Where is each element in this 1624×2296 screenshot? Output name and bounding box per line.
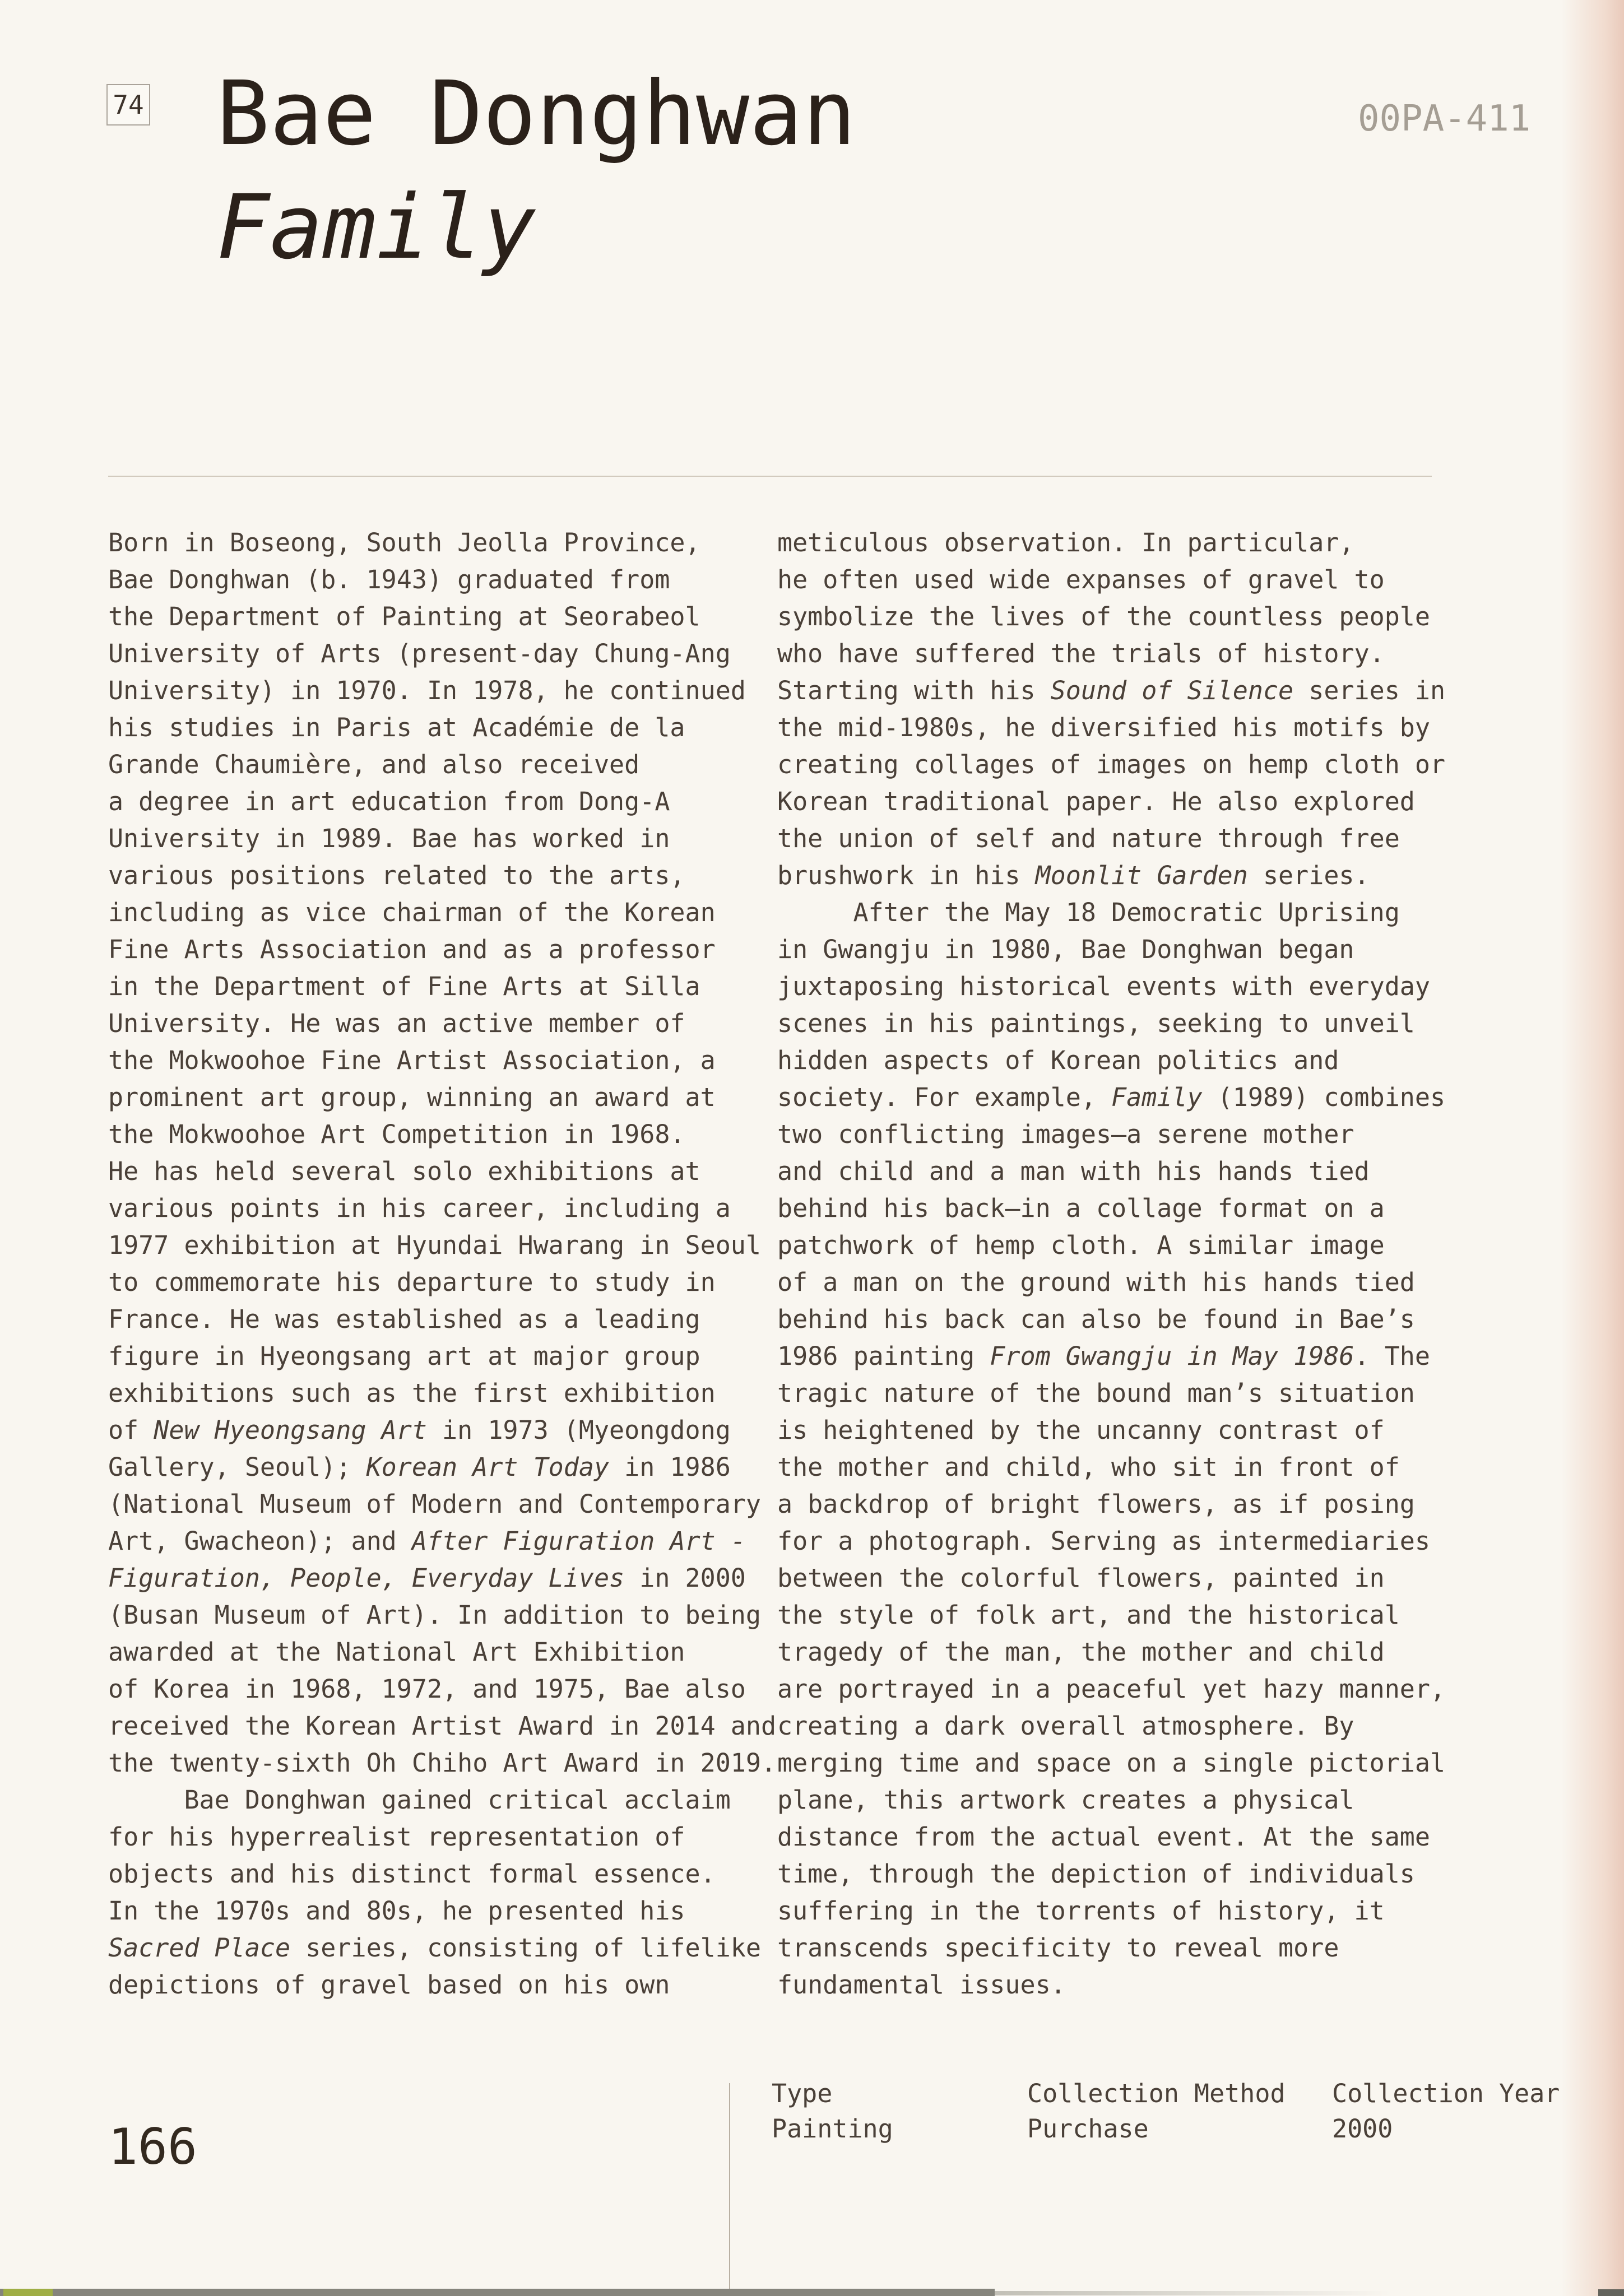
essay-line: distance from the actual event. At the same: [777, 1822, 1430, 1852]
meta-value-collection-method: Purchase: [1027, 2114, 1149, 2144]
essay-line: in Gwangju in 1980, Bae Donghwan began: [777, 935, 1354, 964]
work-title-heading: Family: [216, 176, 536, 279]
essay-line: creating a dark overall atmosphere. By: [777, 1711, 1354, 1741]
essay-line: Born in Boseong, South Jeolla Province,: [108, 528, 700, 557]
catalog-number: 74: [113, 90, 144, 120]
essay-line: time, through the depiction of individuals: [777, 1859, 1415, 1889]
essay-line: the mother and child, who sit in front of: [777, 1452, 1400, 1482]
essay-line: behind his back can also be found in Bae’s: [777, 1304, 1415, 1334]
essay-line: the style of folk art, and the historical: [777, 1600, 1400, 1630]
essay-line: suffering in the torrents of history, it: [777, 1896, 1385, 1926]
essay-line: the Mokwoohoe Art Competition in 1968.: [108, 1119, 685, 1149]
essay-line: France. He was established as a leading: [108, 1304, 700, 1334]
essay-line: transcends specificity to reveal more: [777, 1933, 1339, 1963]
catalog-number-box: [106, 84, 150, 126]
essay-line: who have suffered the trials of history.: [777, 639, 1385, 668]
essay-line: his studies in Paris at Académie de la: [108, 713, 685, 742]
meta-label-type: Type: [772, 2079, 833, 2108]
essay-line: a backdrop of bright flowers, as if posing: [777, 1489, 1415, 1519]
essay-line: exhibitions such as the first exhibition: [108, 1378, 716, 1408]
essay-line: various positions related to the arts,: [108, 861, 685, 890]
essay-line: Figuration, People, Everyday Lives in 2000: [108, 1563, 746, 1593]
essay-line: prominent art group, winning an award at: [108, 1082, 716, 1112]
essay-line: merging time and space on a single pictorial: [777, 1748, 1446, 1778]
essay-line: of New Hyeongsang Art in 1973 (Myeongdong: [108, 1415, 731, 1445]
essay-line: Starting with his Sound of Silence series in: [777, 676, 1446, 705]
essay-line: symbolize the lives of the countless people: [777, 602, 1430, 631]
page-number: 166: [108, 2118, 197, 2176]
scan-bottom-strip-corner-mark: [1598, 2289, 1624, 2296]
meta-label-collection-method: Collection Method: [1027, 2079, 1286, 2108]
essay-line: received the Korean Artist Award in 2014 and: [108, 1711, 777, 1741]
essay-line: two conflicting images—a serene mother: [777, 1119, 1354, 1149]
essay-line: for his hyperrealist representation of: [108, 1822, 685, 1852]
essay-line: meticulous observation. In particular,: [777, 528, 1354, 557]
essay-line: the Department of Painting at Seorabeol: [108, 602, 700, 631]
essay-line: are portrayed in a peaceful yet hazy manner,: [777, 1674, 1446, 1704]
essay-line: hidden aspects of Korean politics and: [777, 1045, 1339, 1075]
essay-line: 1986 painting From Gwangju in May 1986. The: [777, 1341, 1430, 1371]
essay-line: various points in his career, including a: [108, 1193, 731, 1223]
essay-line: plane, this artwork creates a physical: [777, 1785, 1354, 1815]
collection-metadata-table: [772, 2075, 1595, 2148]
meta-value-collection-year: 2000: [1332, 2114, 1393, 2144]
essay-line: (Busan Museum of Art). In addition to being: [108, 1600, 761, 1630]
essay-column-right: [777, 524, 1500, 2004]
essay-line: of a man on the ground with his hands tied: [777, 1267, 1415, 1297]
essay-line: Art, Gwacheon); and After Figuration Art -: [108, 1526, 746, 1556]
scan-bottom-strip-green-segment: [3, 2289, 53, 2296]
essay-line: (National Museum of Modern and Contemporary: [108, 1489, 761, 1519]
meta-value-type: Painting: [772, 2114, 893, 2144]
essay-line: a degree in art education from Dong-A: [108, 787, 670, 816]
essay-line: to commemorate his departure to study in: [108, 1267, 716, 1297]
accession-code: 00PA-411: [1358, 98, 1531, 140]
scan-page-edge-shadow: [1561, 0, 1624, 2296]
artist-name-heading: Bae Donghwan: [216, 62, 856, 165]
essay-line: University. He was an active member of: [108, 1008, 685, 1038]
essay-line: In the 1970s and 80s, he presented his: [108, 1896, 685, 1926]
essay-line: Sacred Place series, consisting of lifelike: [108, 1933, 761, 1963]
essay-line: figure in Hyeongsang art at major group: [108, 1341, 700, 1371]
essay-line: in the Department of Fine Arts at Silla: [108, 972, 700, 1001]
essay-line: After the May 18 Democratic Uprising: [777, 898, 1400, 927]
essay-line: tragedy of the man, the mother and child: [777, 1637, 1385, 1667]
essay-line: and child and a man with his hands tied: [777, 1156, 1370, 1186]
header-divider-rule: [108, 476, 1432, 477]
footer-vertical-rule: [729, 2083, 730, 2296]
essay-column-left: [108, 524, 831, 2004]
essay-line: tragic nature of the bound man’s situation: [777, 1378, 1415, 1408]
essay-line: for a photograph. Serving as intermediaries: [777, 1526, 1430, 1556]
essay-line: juxtaposing historical events with everyday: [777, 972, 1430, 1001]
essay-line: University in 1989. Bae has worked in: [108, 824, 670, 853]
scan-bottom-strip: [0, 2289, 995, 2296]
essay-line: the union of self and nature through free: [777, 824, 1400, 853]
essay-line: he often used wide expanses of gravel to: [777, 565, 1385, 594]
essay-line: society. For example, Family (1989) combines: [777, 1082, 1446, 1112]
essay-line: the twenty-sixth Oh Chiho Art Award in 2019.: [108, 1748, 777, 1778]
essay-line: the mid-1980s, he diversified his motifs by: [777, 713, 1430, 742]
essay-line: depictions of gravel based on his own: [108, 1970, 670, 2000]
essay-line: Fine Arts Association and as a professor: [108, 935, 716, 964]
essay-line: between the colorful flowers, painted in: [777, 1563, 1385, 1593]
essay-line: Gallery, Seoul); Korean Art Today in 1986: [108, 1452, 731, 1482]
essay-line: behind his back—in a collage format on a: [777, 1193, 1385, 1223]
essay-line: objects and his distinct formal essence.: [108, 1859, 716, 1889]
essay-line: Bae Donghwan gained critical acclaim: [108, 1785, 731, 1815]
essay-line: of Korea in 1968, 1972, and 1975, Bae also: [108, 1674, 746, 1704]
essay-line: fundamental issues.: [777, 1970, 1066, 2000]
essay-line: 1977 exhibition at Hyundai Hwarang in Seoul: [108, 1230, 761, 1260]
essay-line: Korean traditional paper. He also explored: [777, 787, 1415, 816]
essay-line: He has held several solo exhibitions at: [108, 1156, 700, 1186]
essay-line: brushwork in his Moonlit Garden series.: [777, 861, 1370, 890]
essay-line: including as vice chairman of the Korean: [108, 898, 716, 927]
essay-line: scenes in his paintings, seeking to unveil: [777, 1008, 1415, 1038]
essay-line: awarded at the National Art Exhibition: [108, 1637, 685, 1667]
scan-bottom-strip-fade: [995, 2291, 1606, 2295]
essay-line: patchwork of hemp cloth. A similar image: [777, 1230, 1385, 1260]
essay-line: Bae Donghwan (b. 1943) graduated from: [108, 565, 670, 594]
essay-line: creating collages of images on hemp cloth or: [777, 750, 1446, 779]
essay-line: the Mokwoohoe Fine Artist Association, a: [108, 1045, 716, 1075]
essay-line: is heightened by the uncanny contrast of: [777, 1415, 1385, 1445]
meta-label-collection-year: Collection Year: [1332, 2079, 1560, 2108]
essay-line: Grande Chaumière, and also received: [108, 750, 640, 779]
essay-line: University of Arts (present-day Chung-Ang: [108, 639, 731, 668]
essay-line: University) in 1970. In 1978, he continued: [108, 676, 746, 705]
